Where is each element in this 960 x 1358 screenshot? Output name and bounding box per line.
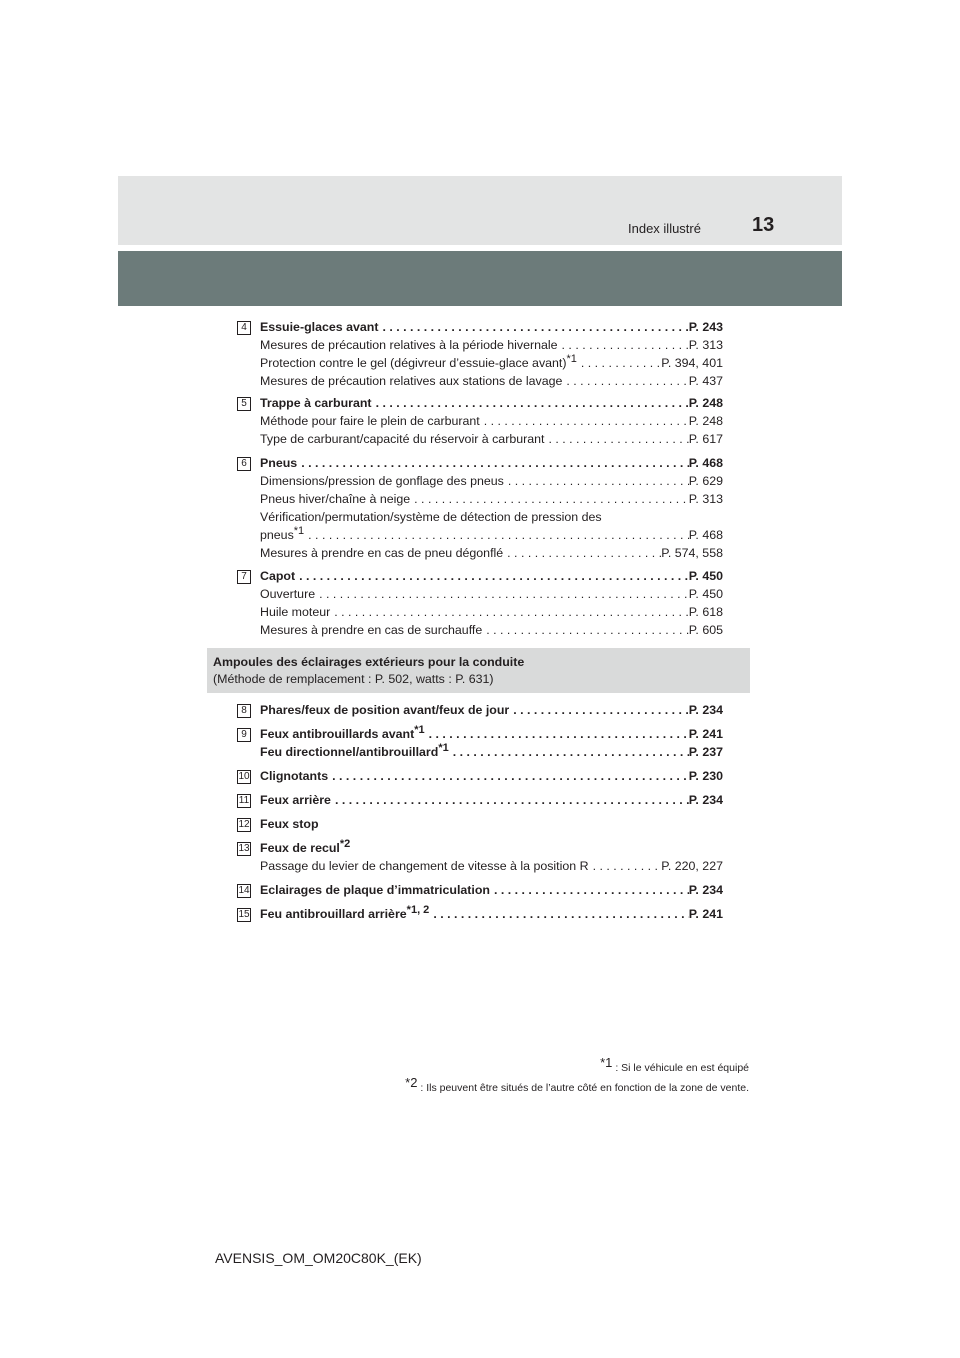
page-ref[interactable]: P. 618: [688, 605, 723, 619]
index-line: Protection contre le gel (dégivreur d’essuie-glace avant)$^{*1}$ . . . P. 394, 401: [260, 354, 723, 372]
index-entry-10: [237, 767, 723, 785]
index-line: Pneus hiver/chaîne à neige . . . P. 313: [260, 490, 723, 508]
index-entry-12: [237, 815, 723, 833]
page-ref[interactable]: P. 234: [688, 883, 723, 897]
index-line: Dimensions/pression de gonflage des pneus . . . P. 629: [260, 472, 723, 490]
page-ref[interactable]: P. 234: [688, 703, 723, 717]
index-entry-14: [237, 881, 723, 899]
callout-number: 6: [237, 457, 251, 471]
page-ref[interactable]: P. 450: [688, 569, 723, 583]
index-line: Mesures de précaution relatives aux stations de lavage . . . P. 437: [260, 372, 723, 390]
page-ref[interactable]: P. 437: [688, 374, 723, 388]
index-entry-11: [237, 791, 723, 809]
index-line: Clignotants . . . P. 230: [260, 767, 723, 785]
footnote-mark: *1: [566, 353, 577, 365]
callout-number: 13: [238, 843, 250, 854]
callout-number: 10: [238, 771, 250, 782]
index-line: Eclairages de plaque d’immatriculation . . . P. 234: [260, 881, 723, 899]
callout-number: 11: [238, 795, 250, 806]
callout-number: 4: [237, 321, 251, 335]
index-entry-5: [237, 394, 723, 448]
callout-number: 8: [237, 704, 251, 718]
page-ref[interactable]: P. 394, 401: [661, 356, 723, 370]
index-line: Pneus . . . P. 468: [260, 454, 723, 472]
index-entry-6: [237, 454, 723, 562]
index-line: Trappe à carburant . . . P. 248: [260, 394, 723, 412]
page-ref[interactable]: P. 243: [688, 320, 723, 334]
index-line: Mesures à prendre en cas de surchauffe . . . P. 605: [260, 621, 723, 639]
index-entry-4: [237, 318, 723, 390]
index-entry-15: [237, 905, 723, 923]
section-title: Index illustré: [628, 221, 701, 236]
page-ref[interactable]: P. 230: [688, 769, 723, 783]
index-line: Méthode pour faire le plein de carburant . . . P. 248: [260, 412, 723, 430]
header-band: [118, 176, 842, 245]
callout-number: 15: [238, 909, 250, 920]
document-code: AVENSIS_OM_OM20C80K_(EK): [215, 1250, 422, 1266]
index-entry-13: [237, 839, 723, 875]
index-line: Capot . . . P. 450: [260, 567, 723, 585]
page-ref[interactable]: P. 468: [688, 528, 723, 542]
index-line: Feux antibrouillards avant$^{*1}$ . . . P. 241: [260, 725, 723, 743]
page-ref[interactable]: P. 220, 227: [661, 859, 723, 873]
page-ref[interactable]: P. 450: [688, 587, 723, 601]
callout-number: 7: [237, 570, 251, 584]
footnote-mark: *1: [414, 724, 425, 736]
page-ref[interactable]: P. 241: [688, 907, 723, 921]
index-entry-9: [237, 725, 723, 761]
callout-number: 12: [238, 819, 250, 830]
section-heading-subtitle: (Méthode de remplacement : P. 502, watts : P. 631): [213, 672, 494, 686]
index-line: Phares/feux de position avant/feux de jour . . . P. 234: [260, 701, 723, 719]
page-number: 13: [752, 214, 775, 236]
callout-number: 14: [238, 885, 250, 896]
index-line: Feux stop: [260, 817, 319, 831]
footnote-mark: *1, 2: [406, 904, 430, 916]
page-ref[interactable]: P. 248: [688, 396, 723, 410]
index-line: Feux arrière . . . P. 234: [260, 791, 723, 809]
page-ref[interactable]: P. 313: [688, 492, 723, 506]
page-ref[interactable]: P. 629: [688, 474, 723, 488]
index-line: Mesures à prendre en cas de pneu dégonflé . . . P. 574, 558: [260, 544, 723, 562]
callout-number: 5: [237, 397, 251, 411]
index-line: Feu directionnel/antibrouillard$^{*1}$ . . . P. 237: [260, 743, 723, 761]
section-heading: [207, 648, 750, 693]
page-ref[interactable]: P. 605: [688, 623, 723, 637]
footnote-mark: *2: [339, 838, 351, 850]
index-line: Vérification/permutation/système de détection de pression des: [260, 510, 602, 524]
header-bar: [118, 251, 842, 306]
section-heading-title: Ampoules des éclairages extérieurs pour la conduite: [213, 655, 525, 669]
page-ref[interactable]: P. 241: [688, 727, 723, 741]
index-line: Mesures de précaution relatives à la période hivernale . . . P. 313: [260, 336, 723, 354]
page-ref[interactable]: P. 468: [688, 456, 723, 470]
footnote-1: $^{*1}$ : Si le véhicule en est équipé: [600, 1055, 749, 1074]
page-ref[interactable]: P. 248: [688, 414, 723, 428]
index-line: Essuie-glaces avant . . . P. 243: [260, 318, 723, 336]
index-line: Passage du levier de changement de vitesse à la position R . . . P. 220, 227: [260, 857, 723, 875]
index-line: Type de carburant/capacité du réservoir à carburant . . . P. 617: [260, 430, 723, 448]
callout-number: 9: [237, 728, 251, 742]
index-line: pneus$^{*1}$ . . . P. 468: [260, 526, 723, 544]
index-line: Ouverture . . . P. 450: [260, 585, 723, 603]
index-line: Feu antibrouillard arrière$^{*1, 2}$ . . . P. 241: [260, 905, 723, 923]
page-ref[interactable]: P. 617: [688, 432, 723, 446]
page-ref[interactable]: P. 237: [688, 745, 723, 759]
index-line: Feux de recul$^{*2}$: [260, 838, 351, 855]
page-ref[interactable]: P. 574, 558: [661, 546, 723, 560]
footnote-2: $^{*2}$ : Ils peuvent être situés de l’autre côté en fonction de la zone de vente.: [405, 1075, 749, 1094]
footnote-mark: *1: [293, 525, 305, 537]
page-ref[interactable]: P. 234: [688, 793, 723, 807]
page-ref[interactable]: P. 313: [688, 338, 723, 352]
index-entry-8: [237, 701, 723, 719]
footnote-mark: *1: [438, 742, 449, 754]
index-line: Huile moteur . . . P. 618: [260, 603, 723, 621]
index-entry-7: [237, 567, 723, 639]
